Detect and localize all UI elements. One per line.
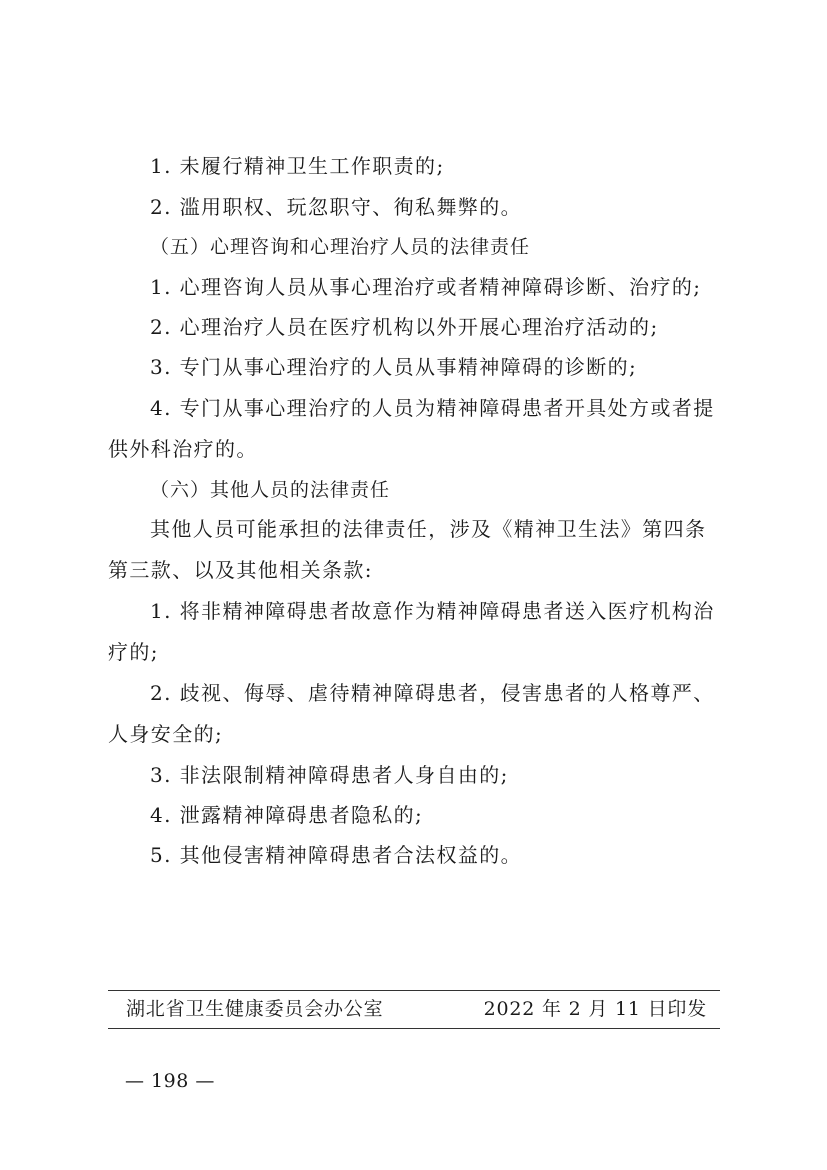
footer-bottom-rule (108, 1028, 720, 1029)
issue-date: 2022 年 2 月 11 日印发 (483, 998, 707, 1020)
list-item: 1. 未履行精神卫生工作职责的; (150, 154, 445, 178)
body-paragraph: 其他人员可能承担的法律责任，涉及《精神卫生法》第四条第三款、以及其他相关条款: (108, 517, 707, 582)
list-item: 1. 将非精神障碍患者故意作为精神障碍患者送入医疗机构治疗的; (108, 599, 715, 664)
list-item: 3. 专门从事心理治疗的人员从事精神障碍的诊断的; (150, 355, 638, 379)
page-number: — 198 — (125, 1070, 215, 1092)
list-item: 1. 心理咨询人员从事心理治疗或者精神障碍诊断、治疗的; (150, 275, 702, 299)
section-heading: （六）其他人员的法律责任 (150, 479, 391, 501)
list-item: 2. 心理治疗人员在医疗机构以外开展心理治疗活动的; (150, 315, 659, 339)
list-item: 2. 歧视、侮辱、虐待精神障碍患者，侵害患者的人格尊严、人身安全的; (108, 681, 715, 746)
footer-top-rule (108, 990, 720, 991)
list-item: 4. 泄露精神障碍患者隐私的; (150, 803, 424, 827)
list-item: 5. 其他侵害精神障碍患者合法权益的。 (150, 843, 523, 867)
list-item: 4. 专门从事心理治疗的人员为精神障碍患者开具处方或者提供外科治疗的。 (108, 396, 715, 461)
list-item: 2. 滥用职权、玩忽职守、徇私舞弊的。 (150, 195, 523, 219)
section-heading: （五）心理咨询和心理治疗人员的法律责任 (150, 236, 531, 258)
issuance-footer (126, 992, 707, 1026)
issuer-name: 湖北省卫生健康委员会办公室 (126, 998, 384, 1020)
list-item: 3. 非法限制精神障碍患者人身自由的; (150, 763, 509, 787)
